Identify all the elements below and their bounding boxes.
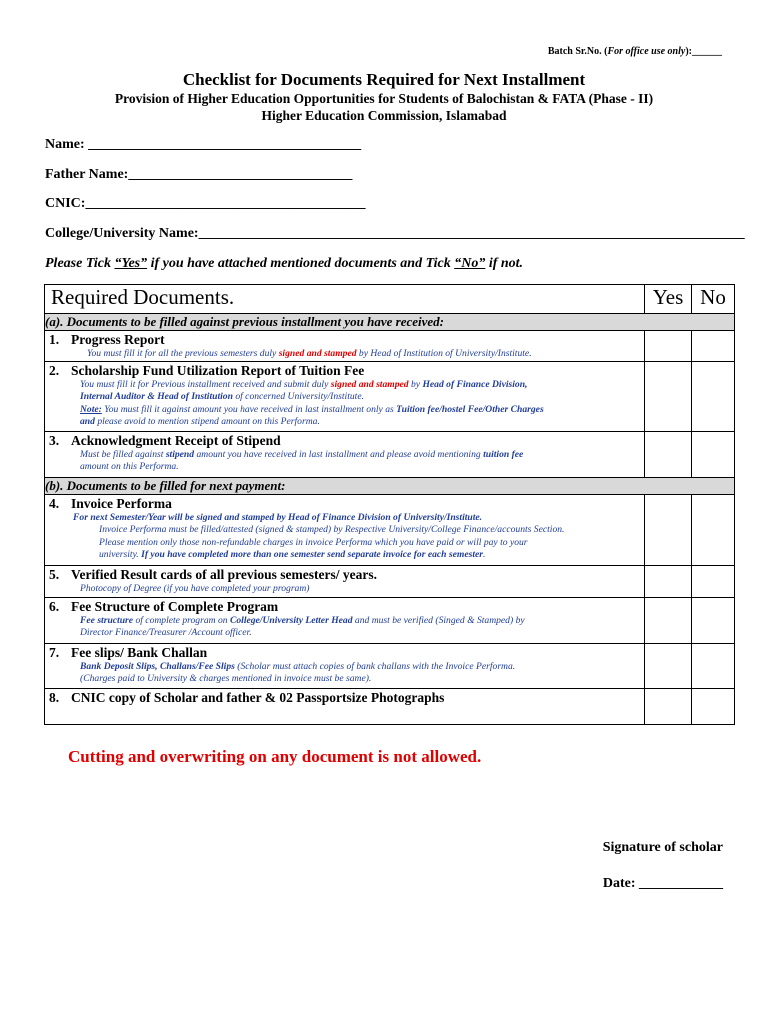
name-field[interactable]: Name: _______________________________________: [45, 137, 362, 152]
section-a-label: (a). Documents to be filled against previous installment you have received:: [45, 314, 735, 331]
no-checkbox-cell[interactable]: [692, 331, 735, 362]
college-field[interactable]: College/University Name:______________________________________________________________________________: [45, 226, 745, 241]
no-checkbox-cell[interactable]: [692, 688, 735, 724]
table-row: [45, 643, 735, 688]
no-checkbox-cell[interactable]: [692, 597, 735, 643]
item-note: Invoice Performa must be filled/attested (signed & stamped) by Respective University/College Finance/accounts Section.: [99, 524, 565, 535]
signature-label: Signature of scholar: [602, 840, 723, 855]
document-subtitle: Provision of Higher Education Opportunities for Students of Balochistan & FATA (Phase - II): [114, 91, 654, 106]
date-field[interactable]: Date: ____________: [602, 876, 723, 891]
item-note: You must fill it for all the previous semesters duly signed and stamped by Head of Institution of University/Institute.: [87, 348, 532, 359]
item-note: Must be filled against stipend amount you have received in last installment and please avoid mentioning tuition fee: [80, 448, 524, 460]
table-row: [45, 597, 735, 643]
item-note: Director Finance/Treasurer /Account officer.: [80, 627, 252, 638]
cnic-field[interactable]: CNIC:________________________________________: [45, 196, 366, 211]
item-cell: [45, 361, 645, 431]
item-cell: [45, 643, 645, 688]
table-row: [45, 331, 735, 362]
item-title: 6. Fee Structure of Complete Program: [49, 598, 279, 614]
required-documents-header: Required Documents.: [45, 285, 645, 314]
yes-header: Yes: [645, 285, 692, 314]
yes-checkbox-cell[interactable]: [645, 688, 692, 724]
no-header: No: [692, 285, 735, 314]
item-title: 3. Acknowledgment Receipt of Stipend: [49, 432, 281, 448]
item-title: 1. Progress Report: [49, 332, 165, 347]
item-note: You must fill it for Previous installment received and submit duly signed and stamped by Head of Finance Division,: [80, 378, 528, 390]
table-row: [45, 431, 735, 477]
item-title: 4. Invoice Performa: [49, 495, 172, 511]
item-note: Internal Auditor & Head of Institution of concerned University/Institute.: [80, 391, 365, 402]
yes-checkbox-cell[interactable]: [645, 361, 692, 431]
item-cell: [45, 331, 645, 362]
organization-name: Higher Education Commission, Islamabad: [261, 108, 507, 123]
batch-serial-number: Batch Sr.No. (For office use only):______: [547, 46, 722, 57]
no-checkbox-cell[interactable]: [692, 494, 735, 565]
item-title: 8. CNIC copy of Scholar and father & 02 Passportsize Photographs: [49, 689, 445, 705]
item-note: amount on this Performa.: [80, 461, 179, 472]
yes-checkbox-cell[interactable]: [645, 494, 692, 565]
yes-checkbox-cell[interactable]: [645, 331, 692, 362]
item-note: Fee structure of complete program on College/University Letter Head and must be verified (Singed & Stamped) by: [80, 614, 525, 626]
table-header-row: [45, 285, 735, 314]
item-cell: [45, 565, 645, 597]
document-title: Checklist for Documents Required for Next Installment: [182, 70, 586, 89]
no-checkbox-cell[interactable]: [692, 431, 735, 477]
yes-checkbox-cell[interactable]: [645, 643, 692, 688]
father-name-field[interactable]: Father Name:________________________________: [45, 167, 353, 182]
documents-checklist-table: [44, 284, 735, 725]
yes-checkbox-cell[interactable]: [645, 597, 692, 643]
item-note: and please avoid to mention stipend amount on this Performa.: [80, 416, 320, 427]
warning-text: Cutting and overwriting on any document is not allowed.: [68, 747, 482, 766]
item-note: Photocopy of Degree (if you have completed your program): [80, 582, 310, 594]
item-note: Note: You must fill it against amount you have received in last installment only as Tuition fee/hostel Fee/Other Charges: [80, 403, 544, 415]
table-row: [45, 361, 735, 431]
no-checkbox-cell[interactable]: [692, 361, 735, 431]
item-note: For next Semester/Year will be signed and stamped by Head of Finance Division of University/Institute.: [73, 511, 483, 523]
table-row: [45, 565, 735, 597]
item-note: university. If you have completed more than one semester send separate invoice for each semester.: [99, 549, 486, 560]
section-b-row: [45, 477, 735, 494]
no-checkbox-cell[interactable]: [692, 643, 735, 688]
instruction-text: Please Tick “Yes” if you have attached mentioned documents and Tick “No” if not.: [45, 256, 524, 271]
item-cell: [45, 688, 645, 724]
section-b-label: (b). Documents to be filled for next payment:: [45, 477, 735, 494]
item-title: 2. Scholarship Fund Utilization Report of Tuition Fee: [49, 362, 365, 378]
item-cell: [45, 494, 645, 565]
table-row: [45, 494, 735, 565]
item-note: Please mention only those non-refundable charges in invoice Performa which you have paid or will pay to your: [99, 536, 528, 548]
yes-checkbox-cell[interactable]: [645, 565, 692, 597]
no-checkbox-cell[interactable]: [692, 565, 735, 597]
item-cell: [45, 597, 645, 643]
item-note: Bank Deposit Slips, Challans/Fee Slips (Scholar must attach copies of bank challans with the Invoice Performa.: [80, 660, 516, 672]
item-note: (Charges paid to University & charges mentioned in invoice must be same).: [80, 673, 372, 684]
item-cell: [45, 431, 645, 477]
table-row: [45, 688, 735, 724]
item-title: 5. Verified Result cards of all previous semesters/ years.: [49, 566, 377, 582]
yes-checkbox-cell[interactable]: [645, 431, 692, 477]
item-title: 7. Fee slips/ Bank Challan: [49, 644, 208, 660]
section-a-row: [45, 314, 735, 331]
